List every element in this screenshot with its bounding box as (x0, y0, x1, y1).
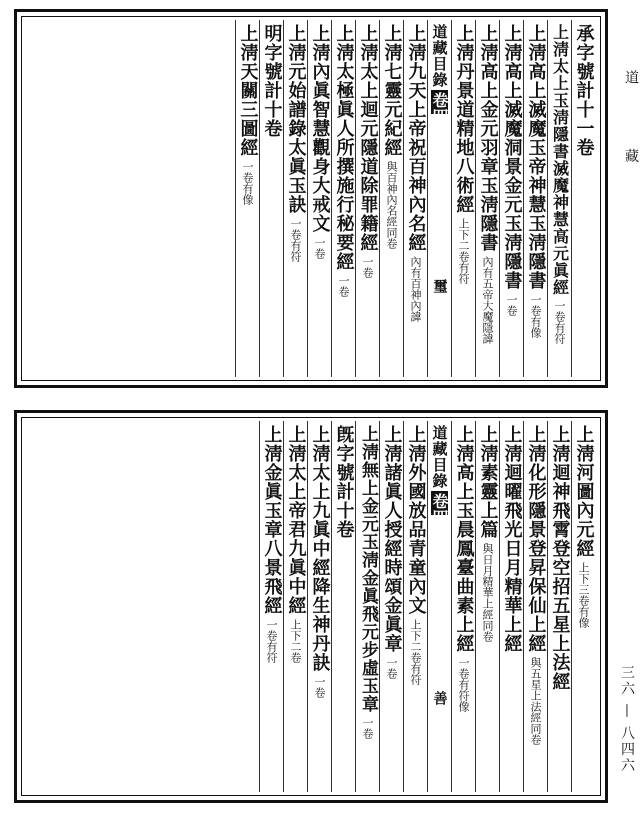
scripture-note: 內有五帝大魔隱諱 (481, 256, 494, 344)
scripture-note: 與百神內名經同卷 (385, 161, 398, 249)
scripture-title: 承字號計十一卷 (573, 24, 595, 157)
page-mark: 璽 (431, 279, 448, 294)
top-column (547, 20, 571, 377)
top-column (283, 20, 307, 377)
scripture-title: 上淸高上滅魔洞景金元玉淸隱書 (501, 24, 523, 290)
top-column (355, 20, 379, 377)
top-column (307, 20, 331, 377)
top-column (499, 20, 523, 377)
scripture-title: 上淸高上滅魔玉帝神慧玉淸隱書 (525, 24, 547, 290)
top-column (523, 20, 547, 377)
scripture-note: 一卷 (385, 657, 398, 679)
scripture-title: 上淸迴神飛霄登空招五星上法經 (549, 425, 571, 691)
scripture-title: 上淸迴曜飛光日月精華上經 (501, 425, 523, 653)
top-column (451, 20, 475, 377)
top-column (259, 20, 283, 377)
scripture-note: 與日月精華上經同卷 (481, 543, 494, 642)
bottom-column (475, 421, 499, 792)
scripture-note: 與五星上法經同卷 (529, 657, 542, 745)
top-column (571, 20, 595, 377)
scripture-title: 上淸諸眞人授經時頌金眞章 (381, 425, 403, 653)
scripture-title: 上淸金眞玉章八景飛經 (261, 425, 283, 615)
bottom-column (403, 421, 427, 792)
scripture-title: 上淸化形隱景登昇保仙上經 (525, 425, 547, 653)
scripture-title: 上淸無上金元玉淸金眞飛元步虛玉章 (358, 425, 378, 713)
scripture-title: 上淸太上迴元隱道除罪籍經 (357, 24, 379, 252)
bottom-column (307, 421, 331, 792)
volume-label: 卷四 (430, 92, 449, 124)
scripture-title: 上淸太上帝君九眞中經 (285, 425, 307, 615)
top-catalog-panel (14, 9, 608, 388)
top-column (475, 20, 499, 377)
scripture-title: 上淸內眞智慧觀身大戒文 (309, 24, 331, 233)
scripture-note: 一卷有符像 (457, 657, 470, 712)
scripture-title: 上淸元始譜錄太眞玉訣 (285, 24, 307, 214)
scripture-note: 一卷有像 (241, 161, 254, 205)
scripture-note: 一卷 (505, 294, 518, 316)
scripture-title: 上淸高上金元羽章玉淸隱書 (477, 24, 499, 252)
page-mark: 善 (431, 691, 448, 705)
top-column (379, 20, 403, 377)
bottom-column (331, 421, 355, 792)
scripture-note: 上下二卷有符 (409, 619, 422, 685)
scripture-title: 上淸太上玉淸隱書滅魔神慧高元眞經 (550, 24, 570, 296)
scripture-title: 上淸七靈元紀經 (381, 24, 403, 157)
top-column (235, 20, 259, 377)
bottom-column (451, 421, 475, 792)
scripture-title: 上淸太極眞人所撰施行秘要經 (333, 24, 355, 271)
scripture-note: 一卷 (361, 717, 374, 739)
bottom-column (523, 421, 547, 792)
scripture-title: 上淸天關三圖經 (237, 24, 259, 157)
page-number: 三六 — 八四六 (619, 665, 635, 774)
scripture-title: 上淸太上九眞中經降生神丹訣 (309, 425, 331, 672)
bottom-column (547, 421, 571, 792)
scripture-title: 上淸素靈上篇 (477, 425, 499, 539)
scripture-note: 一卷有符 (553, 300, 566, 344)
bottom-column (379, 421, 403, 792)
scripture-note: 一卷 (337, 275, 350, 297)
top-column (427, 20, 451, 377)
volume-title: 道 藏 (623, 70, 639, 193)
scripture-title: 上淸河圖內元經 (573, 425, 595, 558)
bottom-column (571, 421, 595, 792)
bottom-column (259, 421, 283, 792)
scripture-note: 一卷有符 (289, 218, 302, 262)
scripture-note: 內有百神內諱 (409, 256, 422, 322)
bottom-catalog-panel (14, 410, 608, 803)
scripture-note: 上下二卷 (289, 619, 302, 663)
bottom-column (283, 421, 307, 792)
scripture-title: 上淸丹景道精地八術經 (453, 24, 475, 214)
catalog-header: 道藏目錄 (430, 425, 449, 489)
scripture-title: 上淸高上玉晨鳳臺曲素上經 (453, 425, 475, 653)
catalog-header: 道藏目錄 (430, 24, 449, 88)
scripture-note: 一卷有符 (265, 619, 278, 663)
scripture-title: 明字號計十卷 (261, 24, 283, 138)
bottom-column (355, 421, 379, 792)
top-columns (235, 20, 595, 377)
scripture-title: 旣字號計十卷 (333, 425, 355, 539)
bottom-column (427, 421, 451, 792)
scripture-title: 上淸外國放品青童內文 (405, 425, 427, 615)
bottom-columns (259, 421, 595, 792)
top-column (403, 20, 427, 377)
scripture-note: 一卷 (313, 237, 326, 259)
scripture-note: 一卷有像 (529, 294, 542, 338)
volume-label: 卷四 (430, 493, 449, 525)
scripture-note: 一卷 (313, 676, 326, 698)
scripture-title: 上淸九天上帝祝百神內名經 (405, 24, 427, 252)
top-column (331, 20, 355, 377)
scripture-note: 上下二卷有符 (457, 218, 470, 284)
scripture-note: 上下三卷有像 (577, 562, 590, 628)
bottom-column (499, 421, 523, 792)
scripture-note: 一卷 (361, 256, 374, 278)
